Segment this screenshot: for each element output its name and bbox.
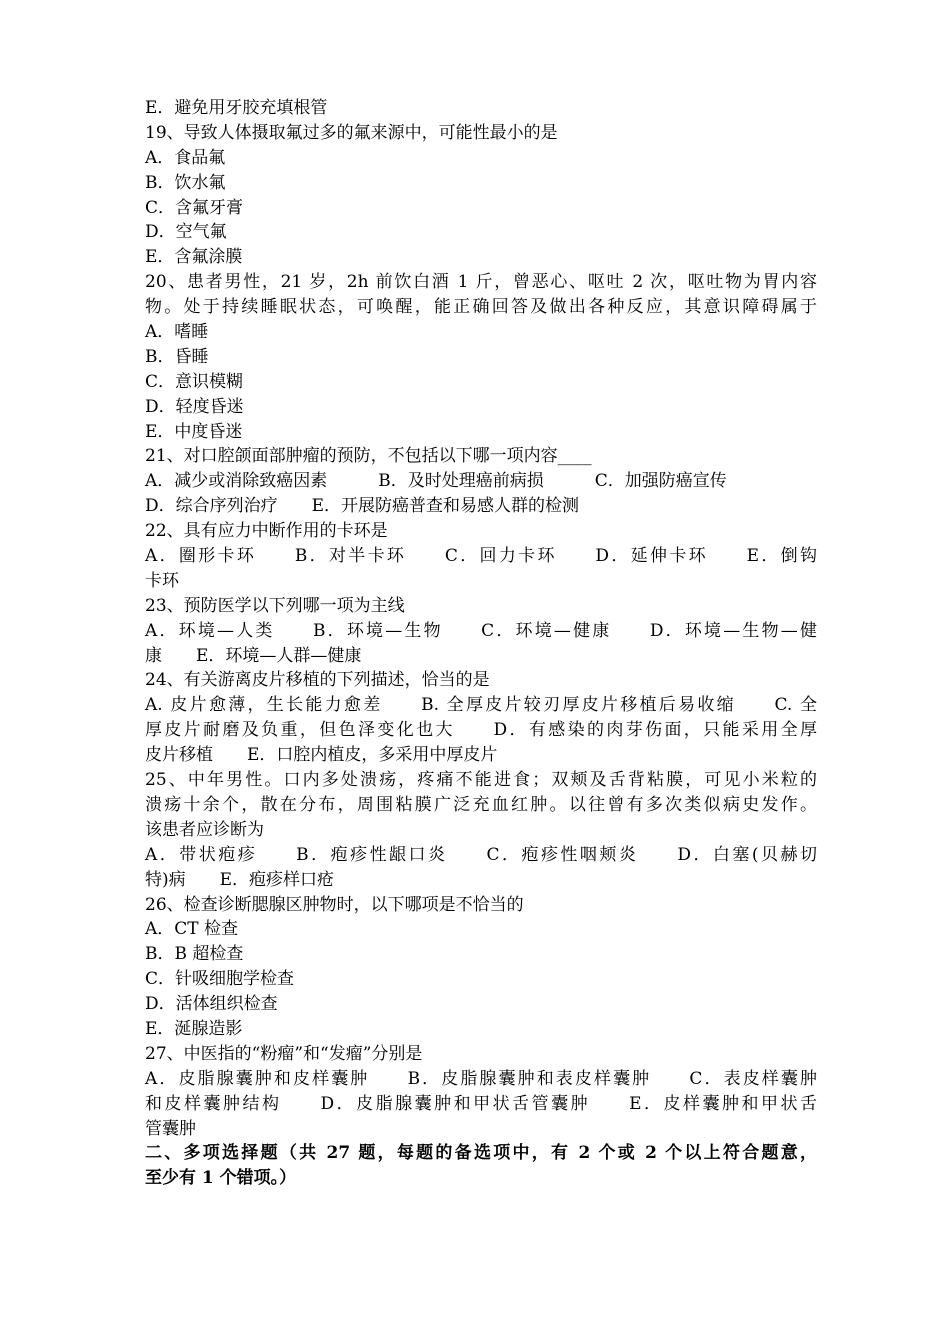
- text-line: C．含氟牙膏: [145, 197, 244, 218]
- document-body: [145, 96, 817, 1191]
- text-line: C．针吸细胞学检查: [145, 969, 295, 990]
- text-line: B．昏睡: [145, 346, 209, 367]
- text-line: 物。处于持续睡眠状态，可唤醒，能正确回答及做出各种反应，其意识障碍属于: [145, 297, 817, 318]
- text-line: A．嗜睡: [145, 322, 209, 343]
- text-line: A．环境—人类 B．环境—生物 C．环境—健康 D．环境—生物—健: [145, 620, 817, 641]
- question-25: 25、中年男性。口内多处溃疡，疼痛不能进食；双颊及舌背粘膜，可见小米粒的: [145, 770, 817, 791]
- text-line: A．食品氟: [145, 147, 226, 168]
- text-line: D．空气氟: [145, 222, 227, 243]
- text-line: E．涎腺造影: [145, 1018, 243, 1039]
- text-line: D．轻度昏迷: [145, 396, 244, 417]
- text-line: D．综合序列治疗 E．开展防癌普查和易感人群的检测: [145, 496, 580, 517]
- text-line: B．B 超检查: [145, 944, 244, 965]
- text-line: D．活体组织检查: [145, 994, 278, 1015]
- text-line: 和皮样囊肿结构 D．皮脂腺囊肿和甲状舌管囊肿 E．皮样囊肿和甲状舌: [145, 1093, 817, 1114]
- question-27: 27、中医指的“粉瘤”和“发瘤”分别是: [145, 1043, 423, 1064]
- text-line: 康 E．环境—人群—健康: [145, 645, 362, 666]
- text-line: A．皮脂腺囊肿和皮样囊肿 B．皮脂腺囊肿和表皮样囊肿 C．表皮样囊肿: [145, 1068, 817, 1089]
- text-line: 厚皮片耐磨及负重，但色泽变化也大 D．有感染的肉芽伤面，只能采用全厚: [145, 720, 817, 741]
- text-line: A．带状疱疹 B．疱疹性龈口炎 C．疱疹性咽颊炎 D．白塞(贝赫切: [145, 844, 817, 865]
- text-line: 管囊肿: [145, 1118, 196, 1139]
- text-line: 特)病 E．疱疹样口疮: [145, 869, 335, 890]
- section-heading: 二、多项选择题（共 27 题，每题的备选项中，有 2 个或 2 个以上符合题意，: [145, 1143, 817, 1164]
- question-19: 19、导致人体摄取氟过多的氟来源中，可能性最小的是: [145, 122, 558, 143]
- question-26: 26、检查诊断腮腺区肿物时，以下哪项是不恰当的: [145, 894, 524, 915]
- text-line: A．圈形卡环 B．对半卡环 C．回力卡环 D．延伸卡环 E．倒钩: [145, 546, 817, 567]
- question-20: 20、患者男性，21 岁，2h 前饮白酒 1 斤，曾恶心、呕吐 2 次，呕吐物为胃内容: [145, 272, 817, 293]
- text-line: 卡环: [145, 570, 179, 591]
- question-22: 22、具有应力中断作用的卡环是: [145, 521, 388, 542]
- text-line: 该患者应诊断为: [145, 819, 264, 840]
- text-line: A. 皮片愈薄，生长能力愈差 B. 全厚皮片较刃厚皮片移植后易收缩 C. 全: [145, 695, 817, 716]
- question-23: 23、预防医学以下列哪一项为主线: [145, 595, 405, 616]
- text-line: A．CT 检查: [145, 919, 239, 940]
- question-21: 21、对口腔颌面部肿瘤的预防，不包括以下哪一项内容____: [145, 446, 592, 467]
- text-line: E．中度昏迷: [145, 421, 243, 442]
- section-heading-continued: 至少有 1 个错项。）: [145, 1168, 297, 1189]
- text-line: E．避免用牙胶充填根管: [145, 98, 328, 118]
- text-line: 溃疡十余个，散在分布，周围粘膜广泛充血红肿。以往曾有多次类似病史发作。: [145, 794, 817, 815]
- text-line: B．饮水氟: [145, 172, 226, 193]
- text-line: 皮片移植 E．口腔内植皮，多采用中厚皮片: [145, 745, 498, 766]
- question-24: 24、有关游离皮片移植的下列描述，恰当的是: [145, 670, 490, 691]
- text-line: A．减少或消除致癌因素 B．及时处理癌前病损 C．加强防癌宣传: [145, 471, 727, 492]
- text-line: E．含氟涂膜: [145, 247, 243, 268]
- text-line: C．意识模糊: [145, 371, 244, 392]
